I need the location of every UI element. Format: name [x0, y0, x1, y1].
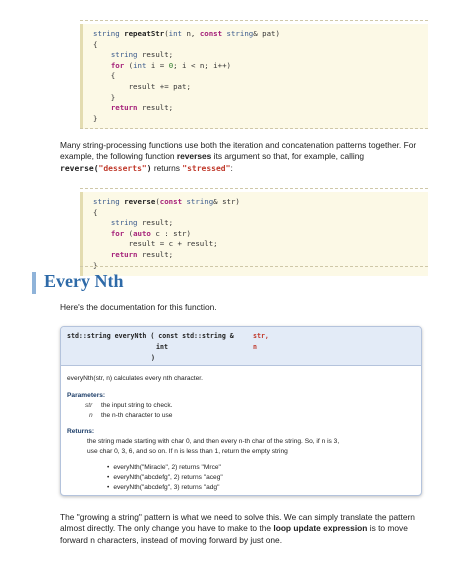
- example-item: • everyNth("abcdefg", 2) returns "aceg": [107, 474, 223, 481]
- code-line: string repeatStr(int n, const string& pat): [93, 29, 280, 38]
- code-block-repeatstr: [80, 24, 428, 129]
- code-line: {: [93, 71, 116, 81]
- returns-line-1: the string made starting with char 0, and then every n-th char of the string. So, if n is 3,: [87, 438, 340, 445]
- code-line: return result;: [110, 249, 174, 259]
- code-line: result += pat;: [93, 81, 191, 91]
- param-str-name: str: [85, 402, 93, 409]
- example-item: • everyNth("abcdefg", 3) returns "adg": [107, 484, 219, 491]
- example-item: • everyNth("Miracle", 2) returns "Mrce": [107, 464, 221, 471]
- documentation-box: [60, 326, 422, 496]
- code-line: string result;: [110, 50, 174, 60]
- code-line: return result;: [110, 103, 174, 113]
- paragraph-reverse-intro: Many string-processing functions use both the iteration and concatenation patterns together. For example, the following function reverses its argument so that, for example, calling reverse("desserts") returns "stressed":: [60, 140, 417, 173]
- code-block-2-top-rule: [80, 188, 428, 189]
- paragraph-growing-string: The "growing a string" pattern is what we need to solve this. We can simply translate the pattern almost directly. The only change you have to make to the loop update expression is to move forward n characters, instead of moving forward by just one.: [60, 512, 415, 545]
- param-str-desc: the input string to check.: [101, 402, 173, 409]
- code-line: result = c + result;: [93, 239, 218, 249]
- function-signature: [61, 327, 421, 366]
- code-line: string reverse(const string& str): [93, 197, 240, 206]
- signature-param-n: n: [253, 343, 257, 351]
- returns-line-2: use char 0, 3, 6, and so on. If n is less than 1, return the empty string: [87, 448, 288, 455]
- section-title: Every Nth: [44, 271, 124, 291]
- code-line: }: [93, 113, 98, 123]
- section-accent-bar: [32, 272, 36, 294]
- code-line: {: [93, 39, 98, 49]
- param-n-name: n: [89, 412, 93, 419]
- code-block-2-bottom-rule: [80, 266, 428, 267]
- returns-label: Returns:: [67, 428, 95, 435]
- code-line: }: [93, 260, 98, 270]
- code-block-1-bottom-rule: [80, 128, 428, 129]
- signature-type-int: int: [156, 343, 168, 351]
- code-line: for (auto c : str): [110, 228, 191, 238]
- code-line: }: [93, 92, 116, 102]
- parameters-label: Parameters:: [67, 392, 106, 399]
- signature-close: ): [151, 354, 155, 362]
- code-line: for (int i = 0; i < n; i++): [110, 60, 231, 70]
- signature-param-str: str,: [253, 332, 269, 340]
- signature-prefix: std::string everyNth ( const std::string &: [67, 332, 238, 340]
- code-block-1-top-rule: [80, 20, 428, 21]
- code-line: {: [93, 207, 98, 217]
- code-block-reverse: [80, 192, 428, 276]
- doc-summary: everyNth(str, n) calculates every nth character.: [67, 375, 203, 382]
- param-n-desc: the n-th character to use: [101, 412, 173, 419]
- intro-text: Here's the documentation for this function.: [60, 302, 217, 312]
- code-line: string result;: [110, 218, 174, 228]
